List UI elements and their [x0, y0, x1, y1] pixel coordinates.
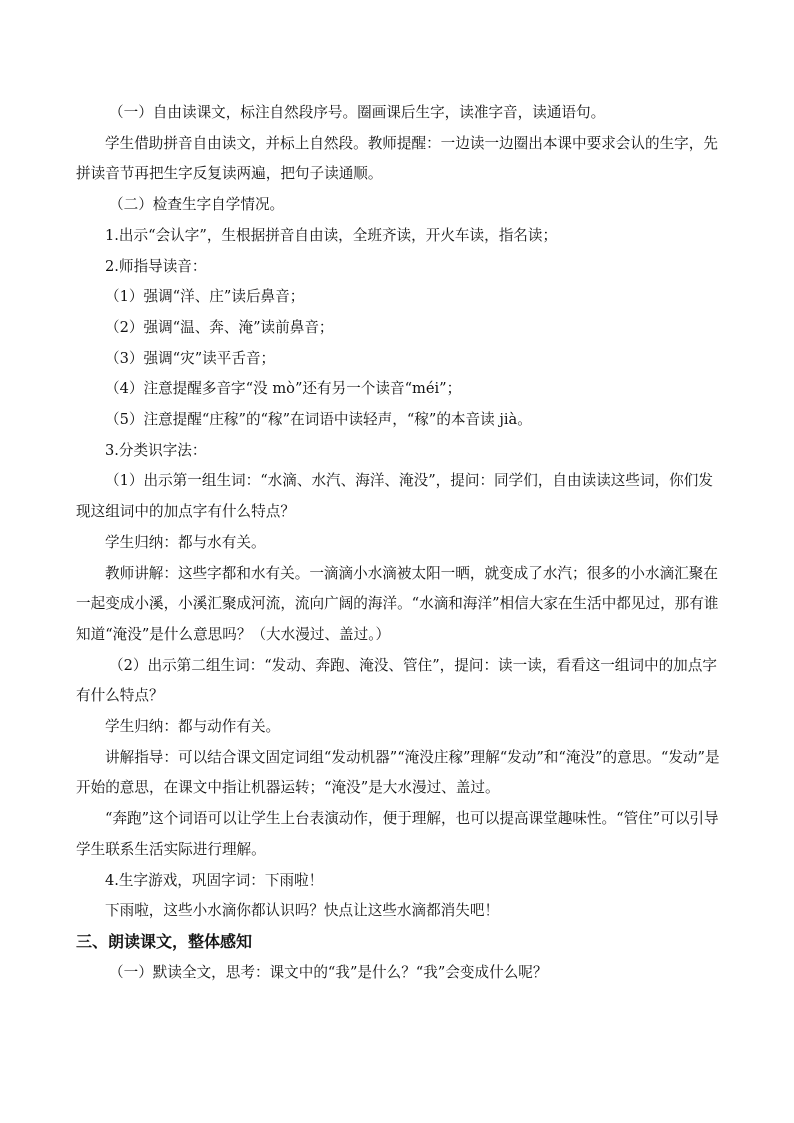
paragraph: 学生归纳：都与动作有关。 [105, 718, 281, 736]
paragraph: 学生借助拼音自由读文，并标上自然段。教师提醒：一边读一边圈出本课中要求会认的生字，先拼读音节再把生字反复读两遍，把句子读通顺。 [76, 134, 718, 183]
paragraph: （4）注意提醒多音字“没 mò”还有另一个读音“méi”； [105, 380, 462, 398]
document-page [76, 98, 724, 988]
paragraph: （一）自由读课文，标注自然段序号。圈画课后生字，读准字音，读通语句。 [109, 104, 606, 121]
paragraph: （二）检查生字自学情况。 [109, 196, 285, 214]
paragraph: 3.分类识字法： [105, 441, 207, 459]
section-heading: 三、朗读课文，整体感知 [76, 931, 253, 951]
paragraph: 教师讲解：这些字都和水有关。一滴滴小水滴被太阳一晒，就变成了水汽；很多的小水滴汇聚在一起变成小溪，小溪汇聚成河流，流向广阔的海洋。“水滴和海洋”相信大家在生活中都见过，那有谁知道“淹没”是什么意思吗？（大水漫过、盖过。） [76, 564, 719, 643]
paragraph: （1）出示第一组生词：“水滴、水汽、海洋、淹没”，提问：同学们，自由读读这些词，你们发现这组词中的加点字有什么特点？ [76, 472, 713, 521]
paragraph: 2.师指导读音： [105, 257, 207, 275]
paragraph: （2）出示第二组生词：“发动、奔跑、淹没、管住”，提问：读一读，看看这一组词中的加点字有什么特点？ [76, 656, 717, 705]
paragraph: 4.生字游戏，巩固字词：下雨啦！ [105, 871, 324, 889]
paragraph: （一）默读全文，思考：课文中的“我”是什么？“我”会变成什么呢？ [109, 963, 548, 981]
paragraph: （5）注意提醒“庄稼”的“稼”在词语中读轻声，“稼”的本音读 jià。 [105, 411, 532, 429]
paragraph: 1.出示“会认字”，生根据拼音自由读，全班齐读，开火车读，指名读； [105, 226, 558, 244]
paragraph: （2）强调“温、奔、淹”读前鼻音； [105, 318, 334, 336]
paragraph: 学生归纳：都与水有关。 [105, 533, 266, 551]
paragraph: （3）强调“灾”读平舌音； [105, 349, 276, 367]
paragraph: 下雨啦，这些小水滴你都认识吗？快点让这些水滴都消失吧！ [105, 902, 500, 920]
paragraph: “奔跑”这个词语可以让学生上台表演动作，便于理解，也可以提高课堂趣味性。“管住”可以引导学生联系生活实际进行理解。 [76, 810, 719, 858]
paragraph: （1）强调“洋、庄”读后鼻音； [105, 288, 305, 306]
paragraph: 讲解指导：可以结合课文固定词组“发动机器”“淹没庄稼”理解“发动”和“淹没”的意思。“发动”是开始的意思，在课文中指让机器运转；“淹没”是大水漫过、盖过。 [76, 748, 720, 797]
